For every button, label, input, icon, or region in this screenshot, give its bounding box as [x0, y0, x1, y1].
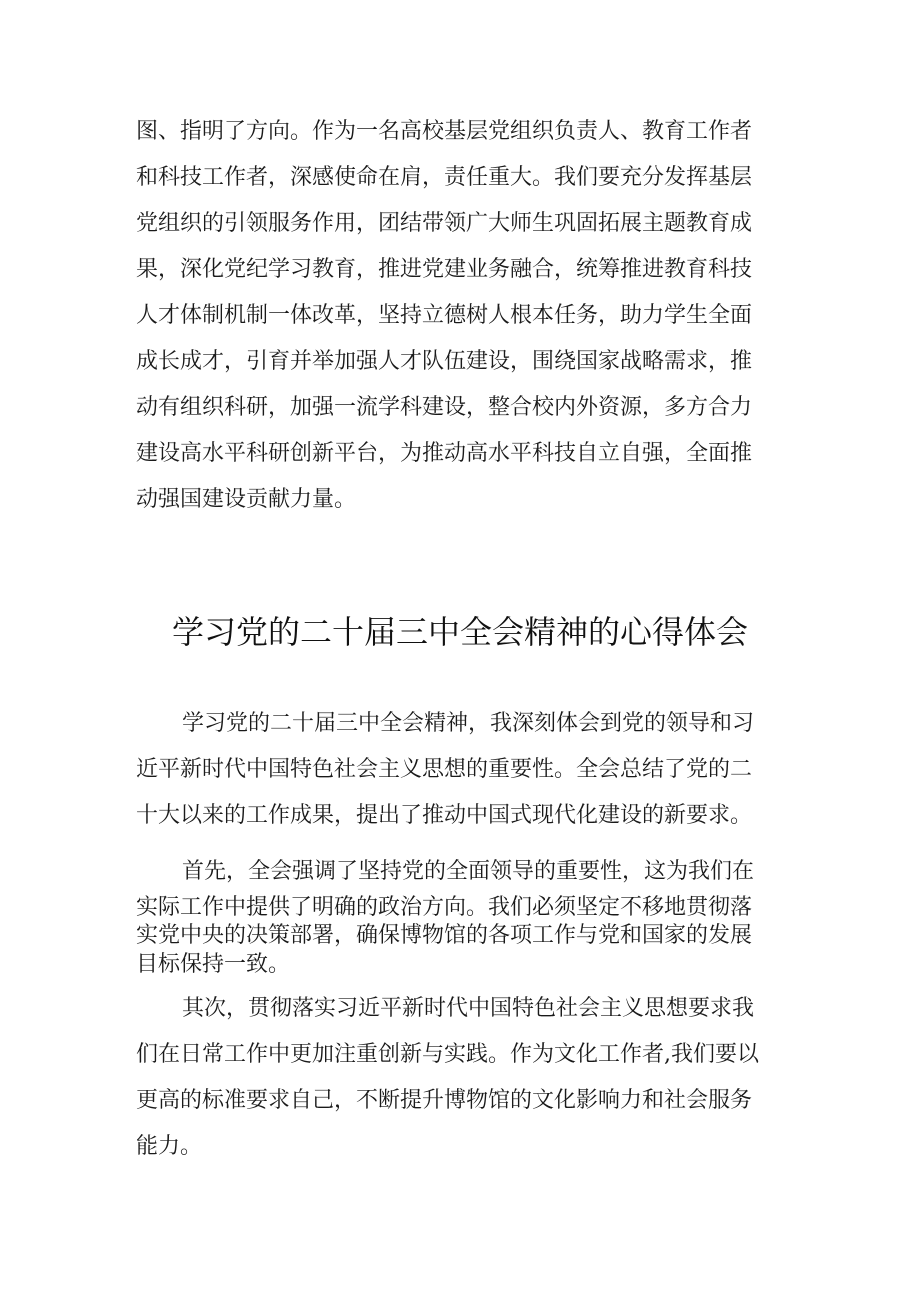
body-text-line: 实党中央的决策部署，确保博物馆的各项工作与党和国家的发展 [136, 923, 753, 948]
body-text-line: 能力。 [136, 1134, 203, 1159]
paragraph-first-line: 其次，贯彻落实习近平新时代中国特色社会主义思想要求我 [182, 996, 755, 1021]
document-title: 学习党的二十届三中全会精神的心得体会 [171, 613, 748, 651]
body-text-line: 果，深化党纪学习教育，推进党建业务融合，统筹推进教育科技 [136, 257, 753, 282]
body-text-line: 更高的标准要求自己，不断提升博物馆的文化影响力和社会服务 [136, 1088, 753, 1113]
body-text-line: 近平新时代中国特色社会主义思想的重要性。全会总结了党的二 [136, 757, 753, 782]
body-text-line: 成长成才，引育并举加强人才队伍建设，围绕国家战略需求，推 [136, 349, 753, 374]
body-text-line: 党组织的引领服务作用，团结带领广大师生巩固拓展主题教育成 [136, 211, 753, 236]
body-text-line: 十大以来的工作成果，提出了推动中国式现代化建设的新要求。 [136, 803, 753, 828]
body-text-line: 动有组织科研，加强一流学科建设，整合校内外资源，多方合力 [136, 395, 753, 420]
body-text-line: 图、指明了方向。作为一名高校基层党组织负责人、教育工作者 [136, 119, 753, 144]
body-text-line: 实际工作中提供了明确的政治方向。我们必须坚定不移地贯彻落 [136, 895, 753, 920]
body-text-line: 们在日常工作中更加注重创新与实践。作为文化工作者,我们要以 [136, 1042, 759, 1067]
body-text-line: 目标保持一致。 [136, 952, 291, 977]
paragraph-first-line: 学习党的二十届三中全会精神，我深刻体会到党的领导和习 [182, 711, 755, 736]
body-text-line: 和科技工作者，深感使命在肩，责任重大。我们要充分发挥基层 [136, 165, 753, 190]
body-text-line: 动强国建设贡献力量。 [136, 487, 357, 512]
paragraph-first-line: 首先，全会强调了坚持党的全面领导的重要性，这为我们在 [182, 859, 755, 884]
body-text-line: 人才体制机制一体改革，坚持立德树人根本任务，助力学生全面 [136, 303, 753, 328]
body-text-line: 建设高水平科研创新平台，为推动高水平科技自立自强，全面推 [136, 441, 753, 466]
